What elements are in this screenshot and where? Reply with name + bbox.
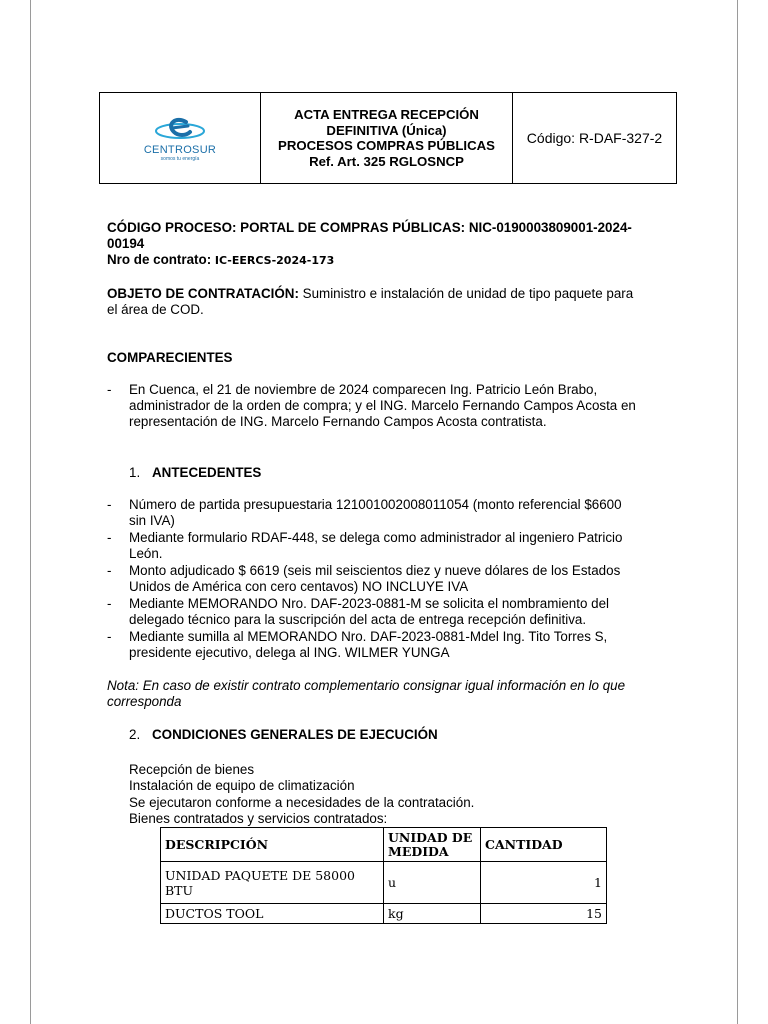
conditions-line-2: Instalación de equipo de climatización	[129, 778, 355, 793]
title-line-3: PROCESOS COMPRAS PÚBLICAS	[278, 138, 495, 153]
header-unit: UNIDAD DE MEDIDA	[384, 828, 481, 862]
object-label: OBJETO DE CONTRATACIÓN:	[107, 286, 299, 301]
cell-quantity: 1	[481, 862, 607, 904]
header-quantity: CANTIDAD	[481, 828, 607, 862]
antecedente-5-line-2: presidente ejecutivo, delega al ING. WILMER YUNGA	[129, 645, 450, 660]
conditions-heading: CONDICIONES GENERALES DE EJECUCIÓN	[152, 727, 438, 742]
cell-quantity: 15	[481, 904, 607, 924]
conditions-number: 2.	[129, 727, 141, 742]
title-line-2: DEFINITIVA (Única)	[326, 122, 447, 138]
conditions-line-3: Se ejecutaron conforme a necesidades de la contratación.	[129, 795, 475, 810]
antecedente-bullet: -	[107, 629, 112, 644]
antecedente-5-line-1: Mediante sumilla al MEMORANDO Nro. DAF-2023-0881-Mdel Ing. Tito Torres S,	[129, 629, 608, 644]
cell-description: UNIDAD PAQUETE DE 58000 BTU	[161, 862, 384, 904]
antecedente-4-line-1: Mediante MEMORANDO Nro. DAF-2023-0881-M se solicita el nombramiento del	[129, 596, 610, 611]
comparecientes-line-2: administrador de la orden de compra; y el ING. Marcelo Fernando Campos Acosta en	[129, 398, 636, 413]
logo-subtitle: somos tu energía	[160, 156, 200, 162]
antecedente-bullet: -	[107, 596, 112, 611]
title-line-1: ACTA ENTREGA RECEPCIÓN	[294, 107, 479, 122]
table-row	[161, 862, 607, 904]
title-line-4: Ref. Art. 325 RGLOSNCP	[309, 153, 464, 169]
logo-text: CENTROSUR	[143, 144, 217, 156]
contract-value: IC-EERCS-2024-173	[214, 254, 335, 267]
comparecientes-line-1: En Cuenca, el 21 de noviembre de 2024 comparecen Ing. Patricio León Brabo,	[129, 382, 598, 397]
table-header-row	[161, 828, 607, 862]
cell-unit: u	[384, 862, 481, 904]
antecedente-3-line-2: Unidos de América con cero centavos) NO INCLUYE IVA	[129, 579, 469, 594]
comparecientes-bullet: -	[107, 382, 112, 397]
contract-number	[107, 252, 334, 269]
antecedente-3-line-1: Monto adjudicado $ 6619 (seis mil seiscientos diez y nueve dólares de los Estados	[129, 563, 621, 578]
antecedente-bullet: -	[107, 497, 112, 512]
cell-unit: kg	[384, 904, 481, 924]
document-title	[261, 93, 513, 183]
antecedente-4-line-2: delegado técnico para la suscripción del acta de entrega recepción definitiva.	[129, 612, 587, 627]
antecedente-2-line-2: León.	[129, 546, 163, 561]
centrosur-logo-icon	[150, 114, 210, 146]
comparecientes-heading: COMPARECIENTES	[107, 350, 233, 365]
document-code: Código: R-DAF-327-2	[526, 130, 663, 146]
antecedente-bullet: -	[107, 530, 112, 545]
page-edge-right	[737, 0, 738, 1024]
antecedente-1-line-1: Número de partida presupuestaria 121001002008011054 (monto referencial $6600	[129, 497, 622, 512]
conditions-line-4: Bienes contratados y servicios contratados:	[129, 811, 388, 826]
antecedente-bullet: -	[107, 563, 112, 578]
antecedentes-heading: ANTECEDENTES	[152, 465, 262, 480]
goods-table	[160, 827, 607, 924]
process-code-line-1: CÓDIGO PROCESO: PORTAL DE COMPRAS PÚBLICAS: NIC-0190003809001-2024-	[107, 220, 632, 235]
object-line-2: el área de COD.	[107, 302, 204, 317]
process-code-line-2: 00194	[107, 236, 145, 251]
object-line-1	[107, 286, 662, 302]
note-line-1: Nota: En caso de existir contrato complementario consignar igual información en lo que	[107, 678, 626, 693]
cell-description: DUCTOS TOOL	[161, 904, 384, 924]
antecedente-2-line-1: Mediante formulario RDAF-448, se delega como administrador al ingeniero Patricio	[129, 530, 623, 545]
table-row	[161, 904, 607, 924]
page-edge-left	[30, 0, 31, 1024]
antecedentes-number: 1.	[129, 465, 141, 480]
logo-cell	[100, 93, 261, 183]
contract-label: Nro de contrato:	[107, 252, 212, 267]
comparecientes-line-3: representación de ING. Marcelo Fernando Campos Acosta contratista.	[129, 414, 547, 429]
document-header	[99, 92, 677, 184]
conditions-line-1: Recepción de bienes	[129, 762, 255, 777]
header-description: DESCRIPCIÓN	[161, 828, 384, 862]
antecedente-1-line-2: sin IVA)	[129, 513, 175, 528]
note-line-2: corresponda	[107, 694, 182, 709]
object-text: Suministro e instalación de unidad de tipo paquete para	[298, 286, 634, 301]
